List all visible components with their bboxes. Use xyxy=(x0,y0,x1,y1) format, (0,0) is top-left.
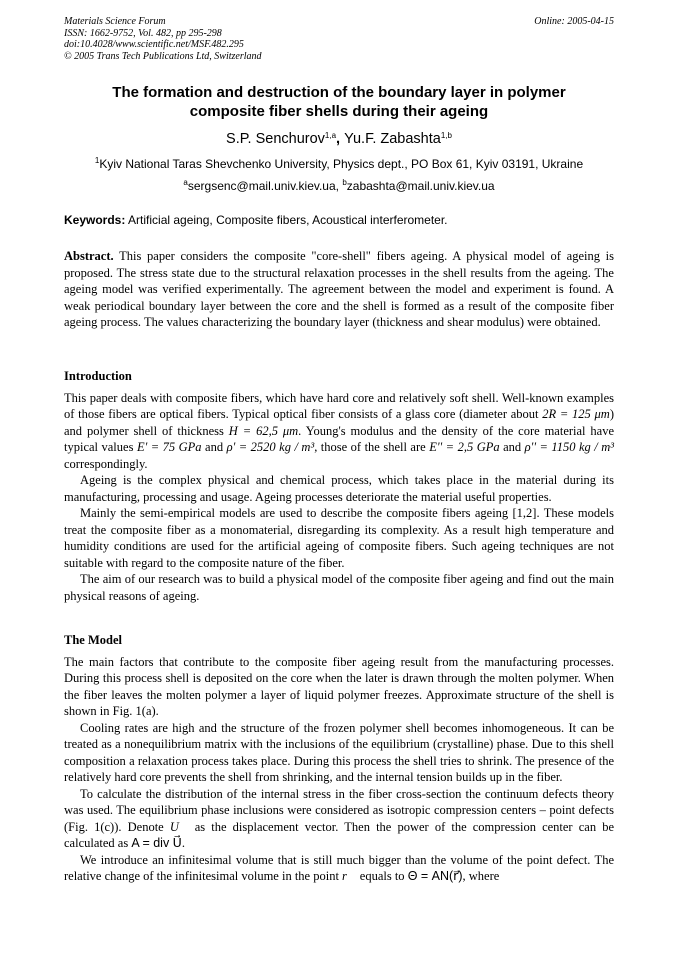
equation-core-density: ρ' = 2520 kg / m³ xyxy=(226,440,315,454)
journal-header xyxy=(64,16,262,62)
model-p4-text-b: equals to xyxy=(356,869,408,883)
introduction-paragraph-3: Mainly the semi-empirical models are used to describe the composite fibers ageing [1,2]. These models treat the composite fiber as a monomaterial, disregarding its complexity. As a result high temperature and humidity conditions are used for the artificial ageing of composite fibers. Such ageing techniques are not suitable with regard to the composite nature of the fiber. xyxy=(64,506,614,570)
model-p4-text-a: We introduce an infinitesimal volume that is still much bigger than the volume of the point defect. The relative change of the infinitesimal volume in the point xyxy=(64,852,614,883)
model-paragraph-3 xyxy=(64,786,614,852)
equation-compression-power: A = div U⃗ xyxy=(131,836,182,850)
equation-core-modulus: E' = 75 GPa xyxy=(136,440,202,454)
model-p3-text-c: . xyxy=(181,836,185,850)
doi-line: doi:10.4028/www.scientific.net/MSF.482.295 xyxy=(64,39,244,50)
issn-line: ISSN: 1662-9752, Vol. 482, pp 295-298 xyxy=(64,27,222,39)
copyright-line: © 2005 Trans Tech Publications Ltd, Switzerland xyxy=(64,50,262,62)
journal-name: Materials Science Forum xyxy=(64,16,166,27)
author-1: S.P. Senchurov xyxy=(226,131,325,147)
intro-p1-text-b: ) and polymer shell of thickness xyxy=(64,407,614,438)
author-2-affil: 1,b xyxy=(440,131,452,140)
introduction-paragraph-4: The aim of our research was to build a physical model of the composite fiber ageing and find out the main physical reasons of ageing. xyxy=(64,572,614,603)
introduction-paragraph-2: Ageing is the complex physical and chemical process, which takes place in the material during its manufacturing, processing and usage. Ageing processes deteriorate the material useful properties. xyxy=(64,473,614,504)
intro-p1-text-a: This paper deals with composite fibers, which have hard core and relatively soft shell. Well-known examples of those fibers are optical fibers. Typical optical fiber consists of a glass core (diameter about xyxy=(64,390,614,421)
introduction-heading: Introduction xyxy=(64,369,132,383)
model-paragraph-1: The main factors that contribute to the composite fiber ageing result from the manufacturing processes. During this process shell is deposited on the core when the later is drawn through the molten polymer. When the fiber leaves the molten polymer a layer of liquid polymer freezes. Approximate structure of the shell is shown in Fig. 1(a). xyxy=(64,654,614,718)
email-list xyxy=(64,178,614,194)
affiliation xyxy=(64,156,614,172)
keywords-label: Keywords: xyxy=(64,213,126,227)
online-date: Online: 2005-04-15 xyxy=(534,16,614,27)
equation-position-vector: r⃗ xyxy=(342,869,357,883)
title-line-2: composite fiber shells during their ageing xyxy=(189,103,489,120)
model-p3-text-b: as the displacement vector. Then the power of the compression center can be calculated as xyxy=(64,819,614,850)
intro-p1-text-e: , those of the shell are xyxy=(314,440,430,454)
author-separator: , xyxy=(336,131,345,147)
intro-p1-text-c: . Young's modulus and the density of the core material have typical values xyxy=(64,423,615,454)
equation-displacement-vector: U⃗ xyxy=(169,819,189,834)
author-list xyxy=(64,130,614,148)
author-1-affil: 1,a xyxy=(324,131,337,140)
email-b-mark: b xyxy=(342,178,347,187)
model-p4-text-c: , where xyxy=(462,869,500,883)
keywords-text: Artificial ageing, Composite fibers, Acoustical interferometer. xyxy=(125,213,448,227)
model-p3-text-a: To calculate the distribution of the internal stress in the fiber cross-section the continuum defects theory was used. The equilibrium phase inclusions were considered as isotropic compression centers – point defects (Fig. 1(c)). Denote xyxy=(64,786,614,834)
paper-title xyxy=(64,83,614,121)
introduction-section xyxy=(64,368,614,604)
intro-p1-text-d: and xyxy=(201,440,227,454)
affiliation-text: Kyiv National Taras Shevchenko University, Physics dept., PO Box 61, Kyiv 03191, Ukraine xyxy=(99,157,584,171)
affiliation-mark: 1 xyxy=(94,156,100,165)
equation-shell-thickness: H = 62,5 μm xyxy=(228,423,299,438)
abstract-text: This paper considers the composite "core-shell" fibers ageing. A physical model of ageing is proposed. The stress state due to the structural relaxation processes in the shell results from the ageing. The ageing model was verified experimentally. The agreement between the model and experiment is found. A weak periodical boundary layer between the core and the shell is formed as a result of the composite fiber ageing process. The values characterizing the boundary layer (thickness and shear modulus) were obtained. xyxy=(64,249,614,329)
author-2: Yu.F. Zabashta xyxy=(344,131,441,147)
email-a: sergsenc@mail.univ.kiev.ua, xyxy=(187,179,343,193)
equation-volume-change: Θ = AN(r⃗) xyxy=(407,869,463,883)
model-section xyxy=(64,632,614,885)
keywords xyxy=(64,212,614,228)
model-paragraph-4 xyxy=(64,852,614,885)
model-paragraph-2: Cooling rates are high and the structure of the frozen polymer shell becomes inhomogeneous. It can be treated as a nonequilibrium matrix with the inclusions of the equilibrium (crystalline) phase. Due to this shell composition a relaxation process takes place. During this process the shell tries to shrink. The presence of the relatively hard core prevents the shell from shrinking, and the internal tension builds up in the fiber. xyxy=(64,720,614,784)
intro-p1-text-f: and xyxy=(499,440,525,454)
abstract-label: Abstract. xyxy=(64,249,114,263)
model-heading: The Model xyxy=(64,633,122,647)
abstract xyxy=(64,248,614,331)
equation-shell-density: ρ'' = 1150 kg / m³ xyxy=(524,440,614,454)
equation-core-diameter: 2R = 125 μm xyxy=(542,407,610,421)
intro-p1-text-g: correspondingly. xyxy=(64,456,148,471)
equation-shell-modulus: E'' = 2,5 GPa xyxy=(429,440,500,454)
title-line-1: The formation and destruction of the boundary layer in polymer xyxy=(112,84,566,101)
email-a-mark: a xyxy=(183,178,188,187)
email-b: zabashta@mail.univ.kiev.ua xyxy=(346,179,495,193)
introduction-paragraph-1 xyxy=(64,390,614,473)
